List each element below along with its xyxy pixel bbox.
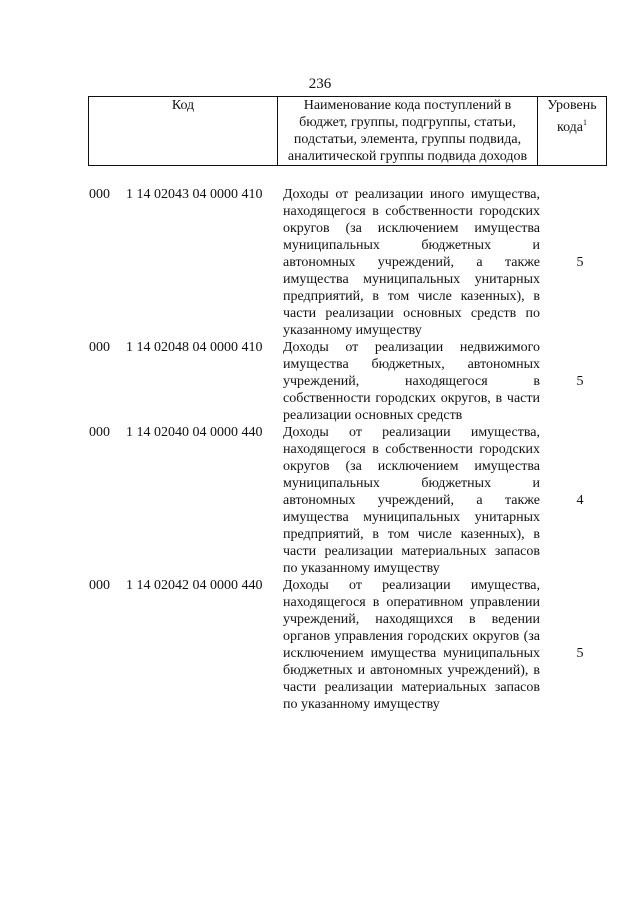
header-name-label: Наименование кода поступлений в бюджет, группы, подгруппы, статьи, подстатьи, элемента, группы подвида, аналитической группы подвида доходов bbox=[287, 98, 528, 164]
budget-code: 1 14 02040 04 0000 440 bbox=[126, 425, 263, 440]
budget-code: 1 14 02042 04 0000 440 bbox=[126, 578, 263, 593]
header-code-cell bbox=[89, 97, 278, 166]
budget-code: 1 14 02043 04 0000 410 bbox=[126, 187, 263, 202]
income-description: Доходы от реализации недвижимого имущества бюджетных, автономных учреждений, находящегося в собственности городских округов, в части реализации основных средств bbox=[283, 340, 540, 423]
budget-code: 1 14 02048 04 0000 410 bbox=[126, 340, 263, 355]
admin-code: 000 bbox=[89, 340, 110, 355]
footnote-marker: 1 bbox=[583, 118, 588, 127]
income-description: Доходы от реализации иного имущества, находящегося в собственности городских округов (за исключением имущества муниципальных бюджетных и автономных учреждений, а также имущества муниципальных унитарных предприятий, в том числе казенных), в части реализации основных средств по указанному имуществу bbox=[283, 187, 540, 338]
code-level: 5 bbox=[576, 646, 584, 661]
page-number: 236 bbox=[308, 76, 332, 92]
admin-code: 000 bbox=[89, 187, 110, 202]
header-name-cell bbox=[278, 97, 538, 166]
code-level: 5 bbox=[576, 374, 584, 389]
code-level: 5 bbox=[576, 255, 584, 270]
admin-code: 000 bbox=[89, 425, 110, 440]
header-level-label: Уровень кода bbox=[547, 98, 597, 135]
income-description: Доходы от реализации имущества, находящегося в собственности городских округов (за исключением имущества муниципальных бюджетных и автономных учреждений, а также имущества муниципальных унитарных предприятий, в том числе казенных), в части реализации материальных запасов по указанному имуществу bbox=[283, 425, 540, 576]
header-level-cell bbox=[538, 97, 607, 166]
admin-code: 000 bbox=[89, 578, 110, 593]
code-level: 4 bbox=[576, 493, 584, 508]
income-description: Доходы от реализации имущества, находящегося в оперативном управлении учреждений, находящихся в ведении органов управления городских округов (за исключением имущества муниципальных бюджетных и автономных учреждений), в части реализации материальных запасов по указанному имуществу bbox=[283, 578, 540, 712]
table-header bbox=[88, 96, 607, 166]
header-code-label: Код bbox=[171, 98, 195, 113]
